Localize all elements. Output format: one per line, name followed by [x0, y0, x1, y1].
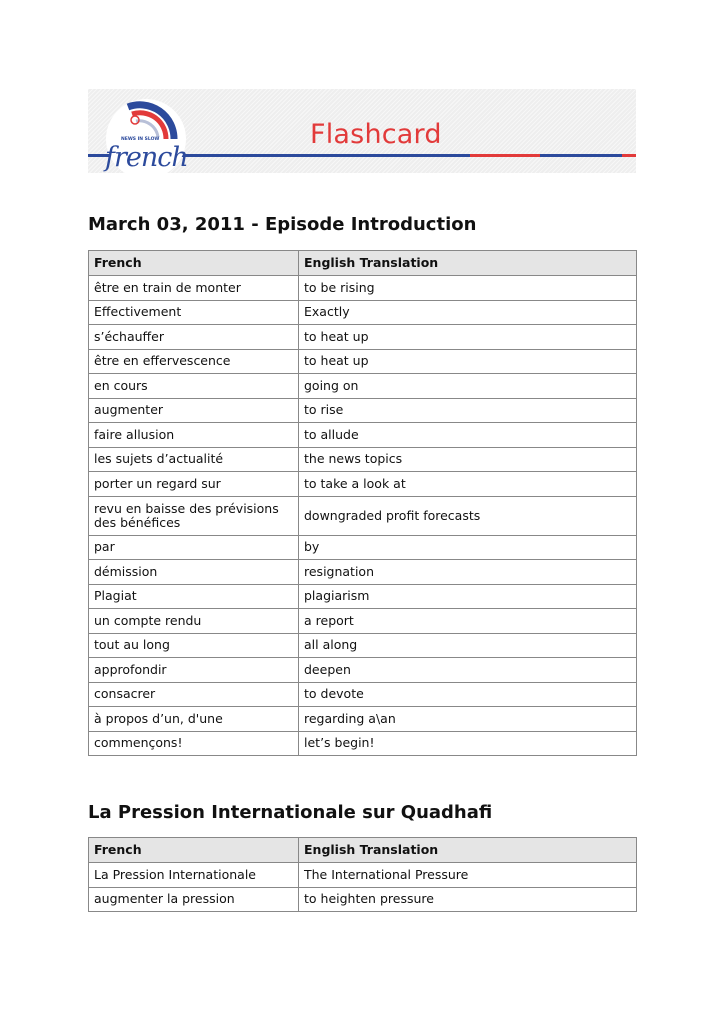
table-row: [89, 472, 637, 497]
table-row: [89, 863, 637, 888]
english-translation: plagiarism: [299, 584, 637, 609]
english-translation: a report: [299, 609, 637, 634]
table-row: [89, 633, 637, 658]
english-translation: regarding a\an: [299, 707, 637, 732]
english-translation: The International Pressure: [299, 863, 637, 888]
table-row: [89, 300, 637, 325]
table-row: [89, 325, 637, 350]
table-row: [89, 887, 637, 912]
column-header-english: English Translation: [299, 838, 637, 863]
banner-stripe-red: [622, 154, 636, 157]
logo-wordmark: french: [105, 142, 188, 173]
table-header-row: [89, 838, 637, 863]
section-heading: March 03, 2011 - Episode Introduction: [88, 214, 477, 235]
french-term: s’échauffer: [89, 325, 299, 350]
banner-stripe-blue: [540, 154, 622, 157]
english-translation: all along: [299, 633, 637, 658]
news-in-slow-french-logo: [88, 89, 198, 189]
french-term: être en effervescence: [89, 349, 299, 374]
french-term: par: [89, 535, 299, 560]
table-row: [89, 682, 637, 707]
english-translation: downgraded profit forecasts: [299, 496, 637, 535]
french-term: un compte rendu: [89, 609, 299, 634]
vocabulary-table: [88, 250, 637, 756]
table-row: [89, 398, 637, 423]
french-term: porter un regard sur: [89, 472, 299, 497]
column-header-french: French: [89, 838, 299, 863]
english-translation: resignation: [299, 560, 637, 585]
english-translation: to allude: [299, 423, 637, 448]
french-term: augmenter la pression: [89, 887, 299, 912]
english-translation: to heat up: [299, 325, 637, 350]
french-term: les sujets d’actualité: [89, 447, 299, 472]
table-row: [89, 658, 637, 683]
french-term: approfondir: [89, 658, 299, 683]
table-row: [89, 447, 637, 472]
table-row: [89, 707, 637, 732]
table-row: [89, 609, 637, 634]
english-translation: to rise: [299, 398, 637, 423]
english-translation: Exactly: [299, 300, 637, 325]
page-title: Flashcard: [310, 119, 442, 150]
english-translation: going on: [299, 374, 637, 399]
table-row: [89, 374, 637, 399]
logo-tagline: NEWS IN SLOW: [121, 137, 160, 142]
banner-stripe-red: [470, 154, 540, 157]
english-translation: the news topics: [299, 447, 637, 472]
english-translation: deepen: [299, 658, 637, 683]
french-term: à propos d’un, d'une: [89, 707, 299, 732]
table-row: [89, 423, 637, 448]
english-translation: to be rising: [299, 276, 637, 301]
french-term: être en train de monter: [89, 276, 299, 301]
french-term: revu en baisse des prévisions des bénéfices: [89, 496, 299, 535]
table-row: [89, 276, 637, 301]
table-row: [89, 560, 637, 585]
column-header-english: English Translation: [299, 251, 637, 276]
table-row: [89, 535, 637, 560]
french-term: commençons!: [89, 731, 299, 756]
english-translation: to take a look at: [299, 472, 637, 497]
french-term: en cours: [89, 374, 299, 399]
table-row: [89, 584, 637, 609]
english-translation: to heighten pressure: [299, 887, 637, 912]
table-row: [89, 496, 637, 535]
section-heading: La Pression Internationale sur Quadhafi: [88, 802, 493, 823]
english-translation: let’s begin!: [299, 731, 637, 756]
french-term: augmenter: [89, 398, 299, 423]
table-row: [89, 731, 637, 756]
header-banner: [88, 89, 636, 173]
french-term: Effectivement: [89, 300, 299, 325]
english-translation: to devote: [299, 682, 637, 707]
english-translation: by: [299, 535, 637, 560]
table-header-row: [89, 251, 637, 276]
french-term: démission: [89, 560, 299, 585]
table-row: [89, 349, 637, 374]
vocabulary-table: [88, 837, 637, 912]
french-term: faire allusion: [89, 423, 299, 448]
french-term: Plagiat: [89, 584, 299, 609]
french-term: tout au long: [89, 633, 299, 658]
english-translation: to heat up: [299, 349, 637, 374]
french-term: La Pression Internationale: [89, 863, 299, 888]
column-header-french: French: [89, 251, 299, 276]
french-term: consacrer: [89, 682, 299, 707]
